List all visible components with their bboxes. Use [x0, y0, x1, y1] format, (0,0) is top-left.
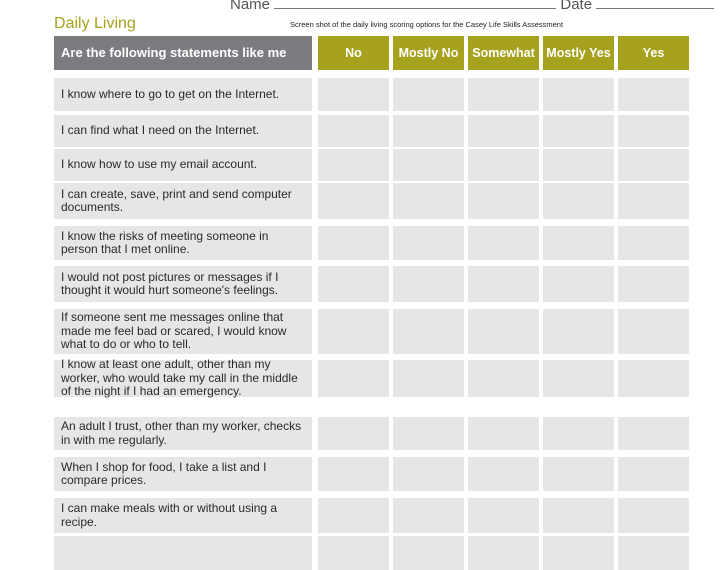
- statement-cell: I know how to use my email account.: [54, 149, 312, 181]
- answer-cell-somewhat[interactable]: [468, 78, 539, 111]
- answer-cell-mostly-yes[interactable]: [543, 457, 614, 491]
- answer-cell-mostly-yes[interactable]: [543, 226, 614, 260]
- answer-cell-mostly-yes[interactable]: [543, 309, 614, 354]
- answer-cell-mostly-no[interactable]: [393, 457, 464, 491]
- answer-cell-somewhat[interactable]: [468, 183, 539, 219]
- name-date-line: [230, 0, 714, 13]
- answer-cell-yes[interactable]: [618, 149, 689, 181]
- answer-cell-yes[interactable]: [618, 536, 689, 570]
- option-header-mostly-no: Mostly No: [393, 36, 464, 70]
- statement-cell: [54, 536, 312, 570]
- answer-cell-no[interactable]: [318, 498, 389, 533]
- answer-cell-mostly-yes[interactable]: [543, 498, 614, 533]
- statement-cell: I can find what I need on the Internet.: [54, 115, 312, 147]
- answer-cell-no[interactable]: [318, 266, 389, 302]
- answer-cell-no[interactable]: [318, 536, 389, 570]
- statement-cell: I can make meals with or without using a recipe.: [54, 498, 312, 533]
- answer-cell-no[interactable]: [318, 78, 389, 111]
- statement-cell: I know the risks of meeting someone in person that I met online.: [54, 226, 312, 260]
- name-label: Name: [230, 0, 271, 13]
- statement-cell: When I shop for food, I take a list and I compare prices.: [54, 457, 312, 491]
- option-header-no: No: [318, 36, 389, 70]
- answer-cell-yes[interactable]: [618, 498, 689, 533]
- answer-cell-yes[interactable]: [618, 309, 689, 354]
- answer-cell-no[interactable]: [318, 183, 389, 219]
- answer-cell-mostly-no[interactable]: [393, 226, 464, 260]
- answer-cell-yes[interactable]: [618, 360, 689, 397]
- option-header-mostly-yes: Mostly Yes: [543, 36, 614, 70]
- answer-cell-yes[interactable]: [618, 226, 689, 260]
- option-header-somewhat: Somewhat: [468, 36, 539, 70]
- answer-cell-no[interactable]: [318, 457, 389, 491]
- date-label: Date: [560, 0, 593, 13]
- answer-cell-mostly-yes[interactable]: [543, 536, 614, 570]
- answer-cell-somewhat[interactable]: [468, 457, 539, 491]
- answer-cell-somewhat[interactable]: [468, 115, 539, 147]
- answer-cell-mostly-no[interactable]: [393, 498, 464, 533]
- answer-cell-mostly-yes[interactable]: [543, 149, 614, 181]
- statement-cell: I know at least one adult, other than my worker, who would take my call in the middle of the night if I had an emergency.: [54, 360, 312, 397]
- answer-cell-somewhat[interactable]: [468, 266, 539, 302]
- answer-cell-somewhat[interactable]: [468, 309, 539, 354]
- answer-cell-mostly-no[interactable]: [393, 360, 464, 397]
- answer-cell-somewhat[interactable]: [468, 417, 539, 450]
- statement-cell: If someone sent me messages online that made me feel bad or scared, I would know what to do or who to tell.: [54, 309, 312, 354]
- answer-cell-mostly-yes[interactable]: [543, 417, 614, 450]
- answer-cell-mostly-yes[interactable]: [543, 360, 614, 397]
- statement-cell: I know where to go to get on the Internet.: [54, 78, 312, 111]
- answer-cell-mostly-no[interactable]: [393, 183, 464, 219]
- answer-cell-mostly-no[interactable]: [393, 536, 464, 570]
- answer-cell-mostly-no[interactable]: [393, 149, 464, 181]
- answer-cell-mostly-no[interactable]: [393, 309, 464, 354]
- answer-cell-mostly-yes[interactable]: [543, 115, 614, 147]
- option-header-yes: Yes: [618, 36, 689, 70]
- answer-cell-no[interactable]: [318, 149, 389, 181]
- answer-cell-mostly-yes[interactable]: [543, 183, 614, 219]
- answer-cell-somewhat[interactable]: [468, 226, 539, 260]
- answer-cell-yes[interactable]: [618, 115, 689, 147]
- answer-cell-no[interactable]: [318, 115, 389, 147]
- answer-cell-mostly-no[interactable]: [393, 417, 464, 450]
- answer-cell-yes[interactable]: [618, 183, 689, 219]
- answer-cell-yes[interactable]: [618, 457, 689, 491]
- answer-cell-yes[interactable]: [618, 78, 689, 111]
- caption: Screen shot of the daily living scoring options for the Casey Life Skills Assessment: [290, 20, 564, 29]
- answer-cell-mostly-yes[interactable]: [543, 78, 614, 111]
- answer-cell-mostly-no[interactable]: [393, 266, 464, 302]
- answer-cell-no[interactable]: [318, 226, 389, 260]
- answer-cell-no[interactable]: [318, 417, 389, 450]
- statement-cell: An adult I trust, other than my worker, checks in with me regularly.: [54, 417, 312, 450]
- date-field[interactable]: [596, 0, 714, 9]
- answer-cell-no[interactable]: [318, 309, 389, 354]
- name-field[interactable]: [274, 0, 556, 9]
- section-title: Daily Living: [54, 15, 136, 32]
- answer-cell-yes[interactable]: [618, 266, 689, 302]
- answer-cell-somewhat[interactable]: [468, 360, 539, 397]
- answer-cell-no[interactable]: [318, 360, 389, 397]
- question-header: Are the following statements like me: [54, 36, 312, 70]
- answer-cell-somewhat[interactable]: [468, 149, 539, 181]
- answer-cell-somewhat[interactable]: [468, 498, 539, 533]
- answer-cell-mostly-no[interactable]: [393, 78, 464, 111]
- statement-cell: I can create, save, print and send computer documents.: [54, 183, 312, 219]
- statement-cell: I would not post pictures or messages if I thought it would hurt someone's feelings.: [54, 266, 312, 302]
- answer-cell-mostly-yes[interactable]: [543, 266, 614, 302]
- answer-cell-somewhat[interactable]: [468, 536, 539, 570]
- answer-cell-mostly-no[interactable]: [393, 115, 464, 147]
- answer-cell-yes[interactable]: [618, 417, 689, 450]
